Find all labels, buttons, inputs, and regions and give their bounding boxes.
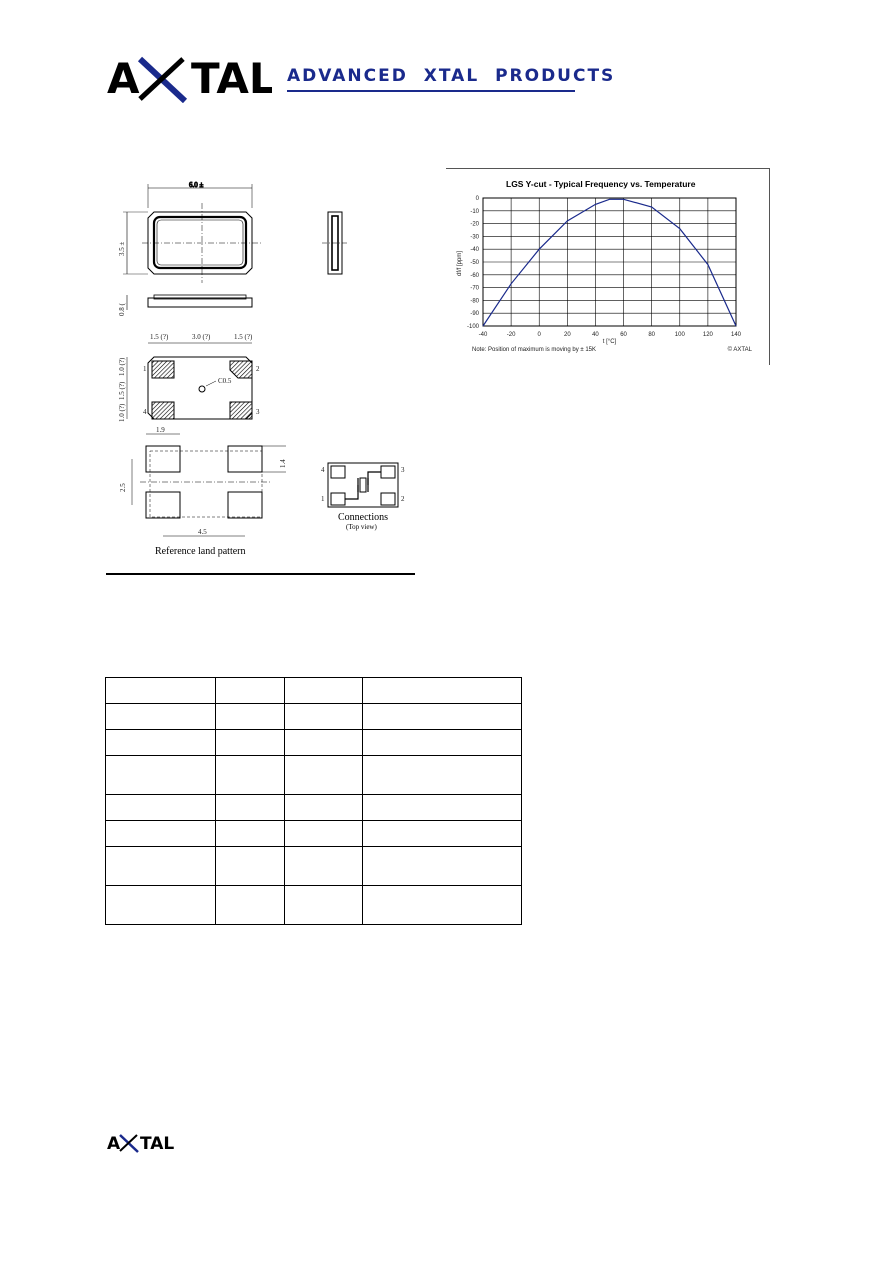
pin-label-4: 4 xyxy=(143,408,147,416)
pin-label-1: 1 xyxy=(143,365,147,373)
table-row xyxy=(106,730,522,756)
dim-thickness-label: 0.8 ( xyxy=(118,303,126,316)
y-tick-label: -90 xyxy=(470,311,479,318)
y-tick-label: 0 xyxy=(475,196,479,202)
y-tick-label: -50 xyxy=(470,260,479,266)
y-tick-label: -80 xyxy=(470,298,479,305)
axtal-logo-graphic xyxy=(107,55,272,103)
package-top-view xyxy=(123,181,262,283)
y-tick-label: -20 xyxy=(470,221,479,228)
y-tick-label: -70 xyxy=(470,285,479,292)
land-pitch-h-label: 4.5 xyxy=(198,528,207,536)
chart-watermark: © AXTAL xyxy=(727,347,752,353)
side-dim-mid: 1.5 (?) xyxy=(118,381,126,400)
table-row xyxy=(106,795,522,821)
table-row xyxy=(106,821,522,847)
table-row xyxy=(106,704,522,730)
pad-dim-center: 3.0 (?) xyxy=(192,333,211,341)
table-row xyxy=(106,886,522,925)
connections-subcaption: (Top view) xyxy=(346,523,377,531)
x-tick-label: 140 xyxy=(730,332,742,338)
side-dim-top: 1.0 (?) xyxy=(118,357,126,376)
spec-table xyxy=(105,677,522,925)
y-tick-label: -30 xyxy=(470,234,479,241)
x-tick-label: 20 xyxy=(563,332,571,338)
svg-text:A: A xyxy=(107,1134,121,1153)
table-row xyxy=(106,847,522,886)
y-axis-label: df/f [ppm] xyxy=(457,250,463,276)
x-tick-label: 80 xyxy=(648,332,656,338)
conn-pin-4: 4 xyxy=(321,466,325,474)
pin-label-3: 3 xyxy=(256,408,260,416)
y-tick-label: -10 xyxy=(470,208,479,215)
header-tagline-rule xyxy=(287,90,575,92)
x-tick-label: 60 xyxy=(620,332,627,338)
x-tick-label: 100 xyxy=(674,332,685,338)
dim-width-label: 6.0 ± xyxy=(189,181,204,189)
table-row xyxy=(106,678,522,704)
frequency-temperature-chart xyxy=(446,168,770,365)
svg-text:A: A xyxy=(107,55,140,103)
header-logo xyxy=(107,55,272,103)
x-tick-label: 120 xyxy=(702,332,713,338)
conn-pin-1: 1 xyxy=(321,495,325,503)
x-axis-label: t [°C] xyxy=(602,339,617,345)
mechanical-drawing xyxy=(112,178,412,563)
x-tick-label: 0 xyxy=(537,332,541,338)
footer-logo xyxy=(107,1133,177,1153)
pin-label-2: 2 xyxy=(256,365,260,373)
side-dim-bot: 1.0 (?) xyxy=(118,403,126,422)
package-front-view xyxy=(127,295,252,310)
svg-text:TAL: TAL xyxy=(191,55,272,103)
drawing-bottom-rule xyxy=(106,573,415,575)
land-pattern-caption: Reference land pattern xyxy=(155,546,246,557)
footer-logo-graphic xyxy=(107,1133,177,1153)
land-height-label: 1.4 xyxy=(279,459,287,468)
chart-note: Note: Position of maximum is moving by ± 15K xyxy=(472,347,597,353)
connections-diagram xyxy=(328,463,398,507)
connections-caption: Connections xyxy=(338,512,388,523)
land-width-label: 1.9 xyxy=(156,426,165,434)
y-tick-label: -60 xyxy=(470,272,479,279)
conn-pin-3: 3 xyxy=(401,466,405,474)
land-pitch-v-label: 2.5 xyxy=(119,483,127,492)
pad-dim-right: 1.5 (?) xyxy=(234,333,253,341)
chart-title: LGS Y-cut - Typical Frequency vs. Temperature xyxy=(506,179,696,189)
svg-text:TAL: TAL xyxy=(140,1134,175,1153)
dim-height-label: 3.5 ± xyxy=(118,241,126,256)
y-tick-label: -40 xyxy=(470,247,479,254)
header-tagline: ADVANCED XTAL PRODUCTS xyxy=(287,66,616,86)
land-pattern xyxy=(132,434,286,536)
table-row xyxy=(106,756,522,795)
x-tick-label: -40 xyxy=(478,332,488,338)
x-tick-label: 40 xyxy=(592,332,599,338)
package-side-view xyxy=(322,212,348,274)
y-tick-label: -100 xyxy=(466,324,479,330)
chart-plot xyxy=(446,169,769,365)
pad-dim-left: 1.5 (?) xyxy=(150,333,169,341)
conn-pin-2: 2 xyxy=(401,495,405,503)
x-tick-label: -20 xyxy=(506,332,516,338)
chamfer-label: C0.5 xyxy=(218,377,232,385)
